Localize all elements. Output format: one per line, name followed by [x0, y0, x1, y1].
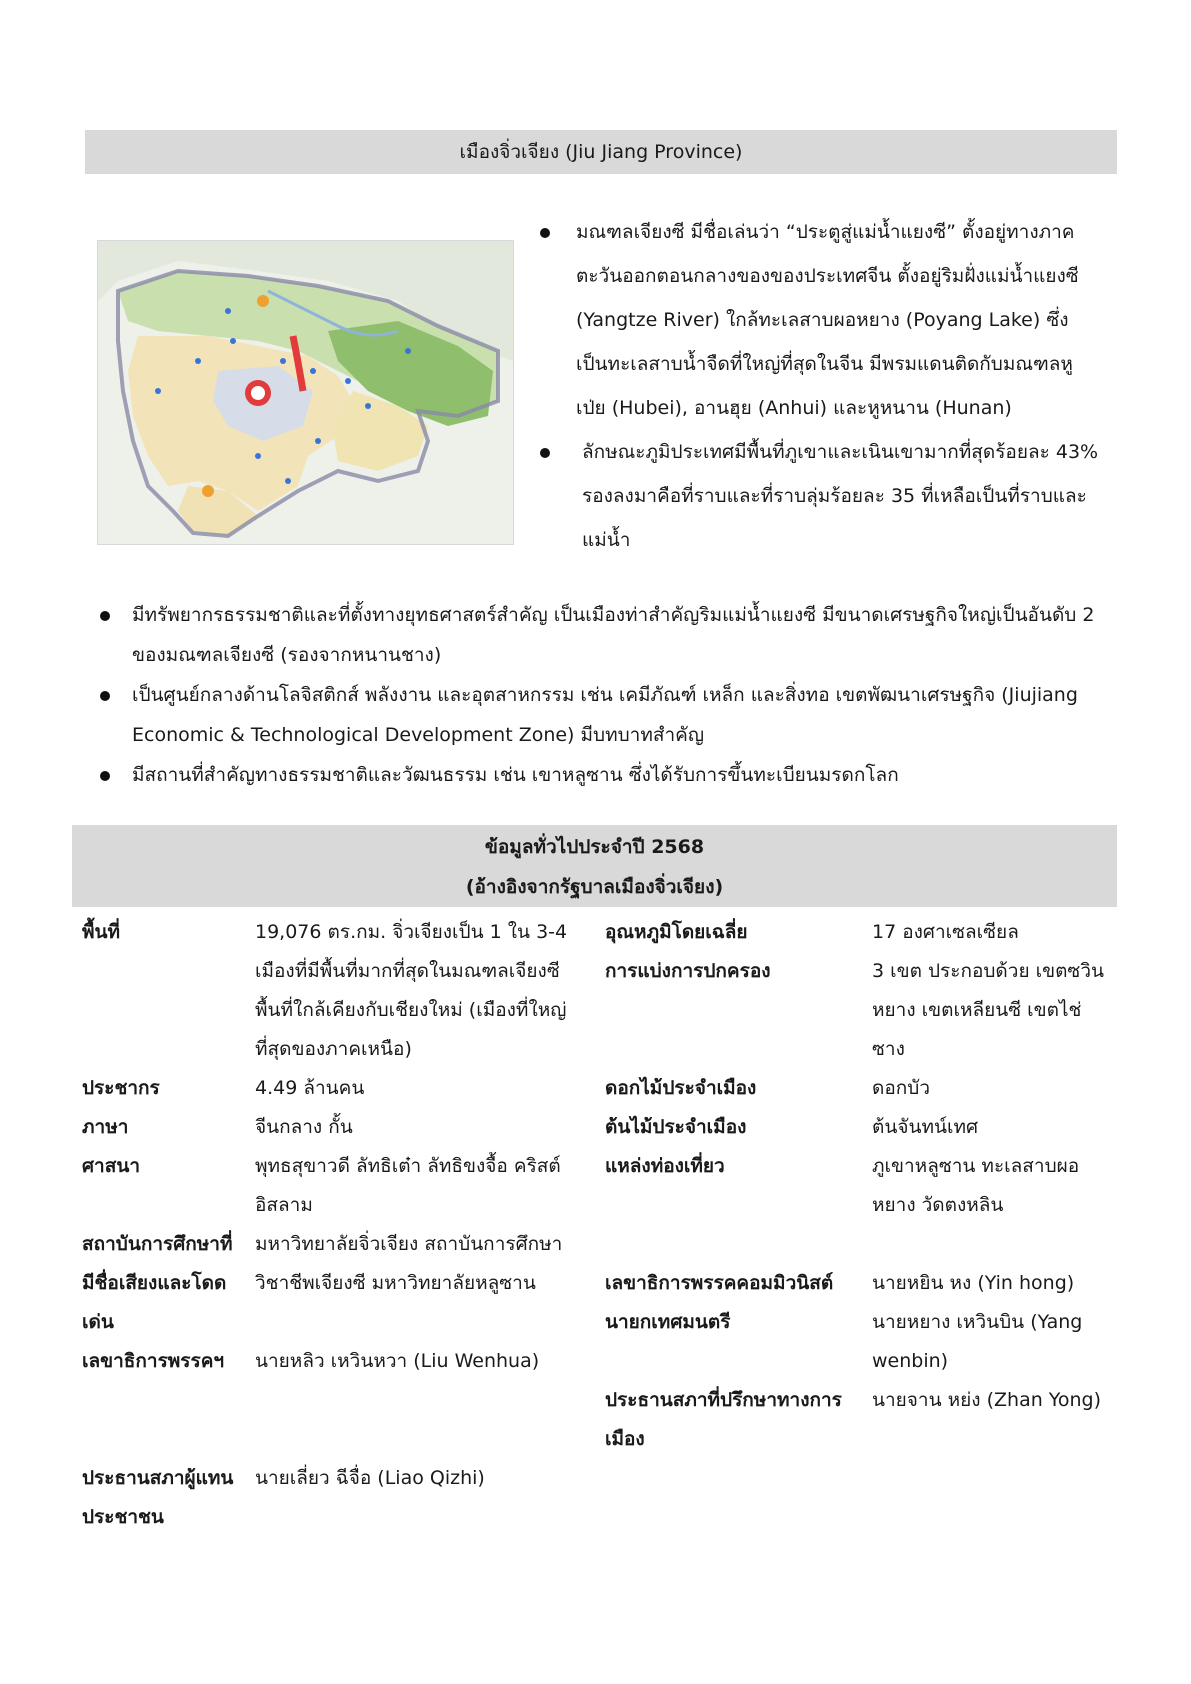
- city-tree-label: ต้นไม้ประจำเมือง: [605, 1116, 747, 1138]
- province-map-image: [97, 240, 514, 545]
- education-value: มหาวิทยาลัยจิ่วเจียง สถาบันการศึกษาวิชาชีพเจียงซี มหาวิทยาลัยหลูซาน: [255, 1233, 563, 1294]
- mayor-label: นายกเทศมนตรี: [605, 1311, 731, 1333]
- party-secretary-value: นายหลิว เหวินหวา (Liu Wenhua): [255, 1350, 540, 1372]
- detail-bullet-list: [100, 595, 1100, 795]
- npc-chair-value: นายเลี่ยว ฉีจื่อ (Liao Qizhi): [255, 1467, 485, 1489]
- area-value: 19,076 ตร.กม. จิ่วเจียงเป็น 1 ใน 3-4 เมืองที่มีพื้นที่มากที่สุดในมณฑลเจียงซี พื้นที่ใกล้เคียงกับเชียงใหม่ (เมืองที่ใหญ่ที่สุดของภาคเหนือ): [255, 921, 568, 1060]
- intro-bullet-1: มณฑลเจียงซี มีชื่อเล่นว่า “ประตูสู่แม่น้ำแยงซี” ตั้งอยู่ทางภาคตะวันออกตอนกลางของของประเทศจีน ตั้งอยู่ริมฝั่งแม่น้ำแยงซี (Yangtze River) ใกล้ทะเลสาบผอหยาง (Poyang Lake) ซึ่งเป็นทะเลสาบน้ำจืดที่ใหญ่ที่สุดในจีน มีพรมแดนติดกับมณฑลหูเป่ย (Hubei), อานฮุย (Anhui) และหูหนาน (Hunan): [540, 210, 1100, 430]
- area-label: พื้นที่: [82, 921, 121, 943]
- attractions-label: แหล่งท่องเที่ยว: [605, 1155, 725, 1177]
- population-label: ประชากร: [82, 1077, 160, 1099]
- npc-chair-label: ประธานสภาผู้แทนประชาชน: [82, 1467, 234, 1528]
- detail-bullet-3: มีสถานที่สำคัญทางธรรมชาติและวัฒนธรรม เช่น เขาหลูซาน ซึ่งได้รับการขึ้นทะเบียนมรดกโลก: [100, 755, 1100, 795]
- temperature-value: 17 องศาเซลเซียล: [872, 921, 1019, 943]
- map-graphic: [98, 241, 513, 544]
- education-label: สถาบันการศึกษาที่มีชื่อเสียงและโดดเด่น: [82, 1233, 233, 1333]
- temperature-label: อุณหภูมิโดยเฉลี่ย: [605, 921, 748, 943]
- mayor-value: นายหยาง เหวินบิน (Yang wenbin): [872, 1311, 1083, 1372]
- language-label: ภาษา: [82, 1116, 129, 1138]
- cppcc-chair-label: ประธานสภาที่ปรึกษาทางการเมือง: [605, 1389, 842, 1450]
- population-value: 4.49 ล้านคน: [255, 1077, 365, 1099]
- administration-value: 3 เขต ประกอบด้วย เขตซวินหยาง เขตเหลียนซี เขตไช่ซาง: [872, 960, 1104, 1060]
- religion-label: ศาสนา: [82, 1155, 140, 1177]
- attractions-value: ภูเขาหลูซาน ทะเลสาบผอหยาง วัดตงหลิน: [872, 1155, 1080, 1216]
- city-flower-value: ดอกบัว: [872, 1077, 930, 1099]
- cpc-secretary-value: นายหยิน หง (Yin hong): [872, 1272, 1075, 1294]
- page-title: เมืองจิ่วเจียง (Jiu Jiang Province): [85, 130, 1117, 174]
- city-tree-value: ต้นจันทน์เทศ: [872, 1116, 979, 1138]
- info-table-header: [72, 825, 1117, 907]
- language-value: จีนกลาง กั้น: [255, 1116, 353, 1138]
- cpc-secretary-label: เลขาธิการพรรคคอมมิวนิสต์: [605, 1272, 834, 1294]
- intro-bullet-2: ลักษณะภูมิประเทศมีพื้นที่ภูเขาและเนินเขามากที่สุดร้อยละ 43% รองลงมาคือที่ราบและที่ราบลุ่มร้อยละ 35 ที่เหลือเป็นที่ราบและแม่น้ำ: [540, 430, 1100, 562]
- religion-value: พุทธสุขาวดี ลัทธิเต๋า ลัทธิขงจื้อ คริสต์ อิสลาม: [255, 1155, 561, 1216]
- info-header-line2: (อ้างอิงจากรัฐบาลเมืองจิ่วเจียง): [465, 876, 724, 898]
- administration-label: การแบ่งการปกครอง: [605, 960, 771, 982]
- detail-bullet-2: เป็นศูนย์กลางด้านโลจิสติกส์ พลังงาน และอุตสาหกรรม เช่น เคมีภัณฑ์ เหล็ก และสิ่งทอ เขตพัฒนาเศรษฐกิจ (Jiujiang Economic & Technological Development Zone) มีบทบาทสำคัญ: [100, 675, 1100, 755]
- intro-bullet-list: [540, 210, 1100, 562]
- city-flower-label: ดอกไม้ประจำเมือง: [605, 1077, 757, 1099]
- party-secretary-label: เลขาธิการพรรคฯ: [82, 1350, 225, 1372]
- cppcc-chair-value: นายจาน หย่ง (Zhan Yong): [872, 1389, 1102, 1411]
- detail-bullet-1: มีทรัพยากรธรรมชาติและที่ตั้งทางยุทธศาสตร์สำคัญ เป็นเมืองท่าสำคัญริมแม่น้ำแยงซี มีขนาดเศรษฐกิจใหญ่เป็นอันดับ 2 ของมณฑลเจียงซี (รองจากหนานชาง): [100, 595, 1100, 675]
- info-header-line1: ข้อมูลทั่วไปประจำปี 2568: [484, 836, 705, 858]
